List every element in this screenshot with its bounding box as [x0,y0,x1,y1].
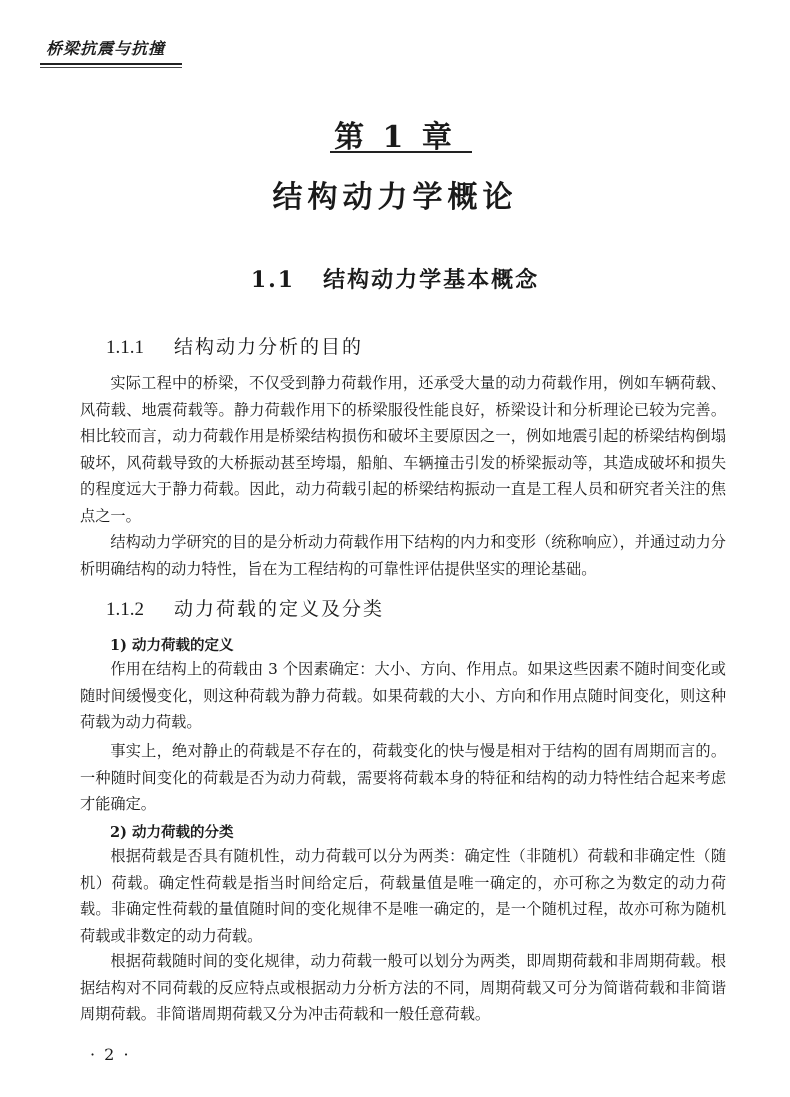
subsection-title: 动力荷载的定义及分类 [174,598,385,620]
subsection-number: 1.1.1 [106,337,144,358]
running-head: 桥梁抗震与抗撞 [46,39,166,58]
paragraph: 实际工程中的桥梁，不仅受到静力荷载作用，还承受大量的动力荷载作用，例如车辆荷载、风荷载、地震荷载等。静力荷载作用下的桥梁服役性能良好，桥梁设计和分析理论已较为完善。相比较而言，动力荷载作用是桥梁结构损伤和破坏主要原因之一，例如地震引起的桥梁结构倒塌破坏，风荷载导致的大桥振动甚至垮塌，船舶、车辆撞击引发的桥梁振动等，其造成破坏和损失的程度远大于静力荷载。因此，动力荷载引起的桥梁结构振动一直是工程人员和研究者关注的焦点之一。 [80,374,726,525]
chapter-number: 第 1 章 [334,120,456,155]
running-head-rule-thin [40,67,182,68]
section-heading [0,263,790,294]
heading-definition: 1) 动力荷载的定义 [110,637,234,654]
paragraph: 作用在结构上的荷载由 3 个因素确定：大小、方向、作用点。如果这些因素不随时间变化或随时间缓慢变化，则这种荷载为静力荷载。如果荷载的大小、方向和作用点随时间变化，则这种荷载为动力荷载。 [80,660,726,731]
chapter-rule [330,151,472,153]
paragraph: 根据荷载随时间的变化规律，动力荷载一般可以划分为两类，即周期荷载和非周期荷载。根据结构对不同荷载的反应特点或根据动力分析方法的不同，周期荷载又可分为简谐荷载和非简谐周期荷载。非简谐周期荷载又分为冲击荷载和一般任意荷载。 [80,952,726,1023]
subsection-heading-1 [106,332,363,359]
paragraph: 结构动力学研究的目的是分析动力荷载作用下结构的内力和变形（统称响应），并通过动力分析明确结构的动力特性，旨在为工程结构的可靠性评估提供坚实的理论基础。 [80,533,726,578]
subsection-number: 1.1.2 [106,599,144,620]
page-number: · 2 · [90,1045,131,1064]
subsection-heading-2 [106,594,384,621]
section-number: 1.1 [250,267,296,293]
paragraph: 事实上，绝对静止的荷载是不存在的，荷载变化的快与慢是相对于结构的固有周期而言的。一种随时间变化的荷载是否为动力荷载，需要将荷载本身的特征和结构的动力特性结合起来考虑才能确定。 [80,742,726,813]
subsection-title: 结构动力分析的目的 [174,336,364,358]
section-title: 结构动力学基本概念 [323,267,540,293]
chapter-title: 结构动力学概论 [272,180,518,215]
heading-classification: 2) 动力荷载的分类 [110,824,234,841]
running-head-rule [40,63,182,65]
paragraph: 根据荷载是否具有随机性，动力荷载可以分为两类：确定性（非随机）荷载和非确定性（随机）荷载。确定性荷载是指当时间给定后，荷载量值是唯一确定的，亦可称之为数定的动力荷载。非确定性荷载的量值随时间的变化规律不是唯一确定的，是一个随机过程，故亦可称为随机荷载或非数定的动力荷载。 [80,847,726,945]
